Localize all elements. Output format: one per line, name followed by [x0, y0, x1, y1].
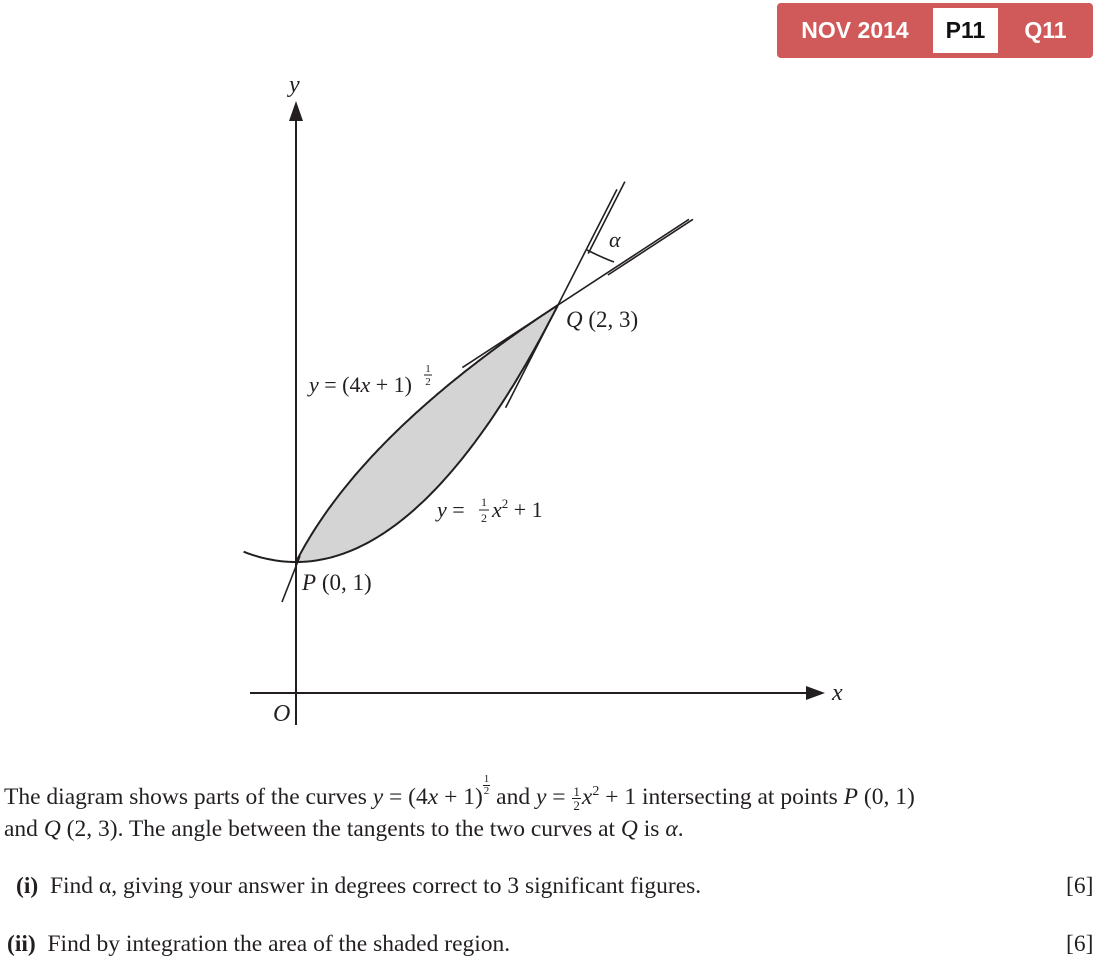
- origin-label: O: [273, 701, 291, 727]
- part-ii-marks: [6]: [1066, 931, 1094, 957]
- curve-parabola-label: [435, 495, 543, 525]
- exam-session-label: NOV 2014: [801, 17, 909, 43]
- part-ii: (ii) Find by integration the area of the shaded region.: [7, 931, 511, 957]
- part-i-text: Find α, giving your answer in degrees correct to 3 significant figures.: [49, 873, 702, 899]
- point-p-label: P (0, 1): [302, 570, 372, 595]
- x-axis-arrowhead: [806, 686, 825, 700]
- svg-text:1: 1: [425, 363, 431, 375]
- y-axis-label: y: [289, 72, 300, 98]
- svg-text:2: 2: [481, 511, 487, 525]
- part-i-marks: [6]: [1066, 873, 1094, 899]
- part-i: (i) Find α, giving your answer in degrees correct to 3 significant figures.: [16, 873, 702, 899]
- question-intro: The diagram shows parts of the curves y = (4x + 1) $\frac{1}{2}$ and y = $\frac{1}{2}$ $x^2 + 1$ intersecting at points P (0, 1) and Q (2, 3). The angle between the tangents to the two curves at Q is α.: [4, 773, 915, 842]
- svg-text:1: 1: [481, 495, 487, 509]
- part-ii-text: Find by integration the area of the shaded region.: [47, 931, 511, 957]
- tangent-to-sqrt-curve-edge: [608, 219, 693, 275]
- svg-text:x2 + 1: $x^2 + 1$: [492, 496, 543, 522]
- question-number-label: Q11: [1024, 17, 1067, 43]
- shaded-region: [296, 305, 558, 562]
- y-axis-arrowhead: [289, 101, 303, 121]
- angle-alpha-label: α: [609, 227, 621, 252]
- point-q-label: Q (2, 3): [566, 307, 639, 332]
- svg-text:2: 2: [425, 376, 431, 388]
- x-axis-label: x: [832, 680, 843, 706]
- paper-number-label: P11: [933, 8, 998, 53]
- svg-text:y =: y =: [437, 497, 465, 522]
- svg-text:y = (4x + 1): y = (4x + 1): [309, 372, 412, 397]
- tangent-to-sqrt-curve: [462, 219, 689, 367]
- curve-sqrt-label: [307, 363, 432, 397]
- tangent-to-parabola: [506, 189, 617, 407]
